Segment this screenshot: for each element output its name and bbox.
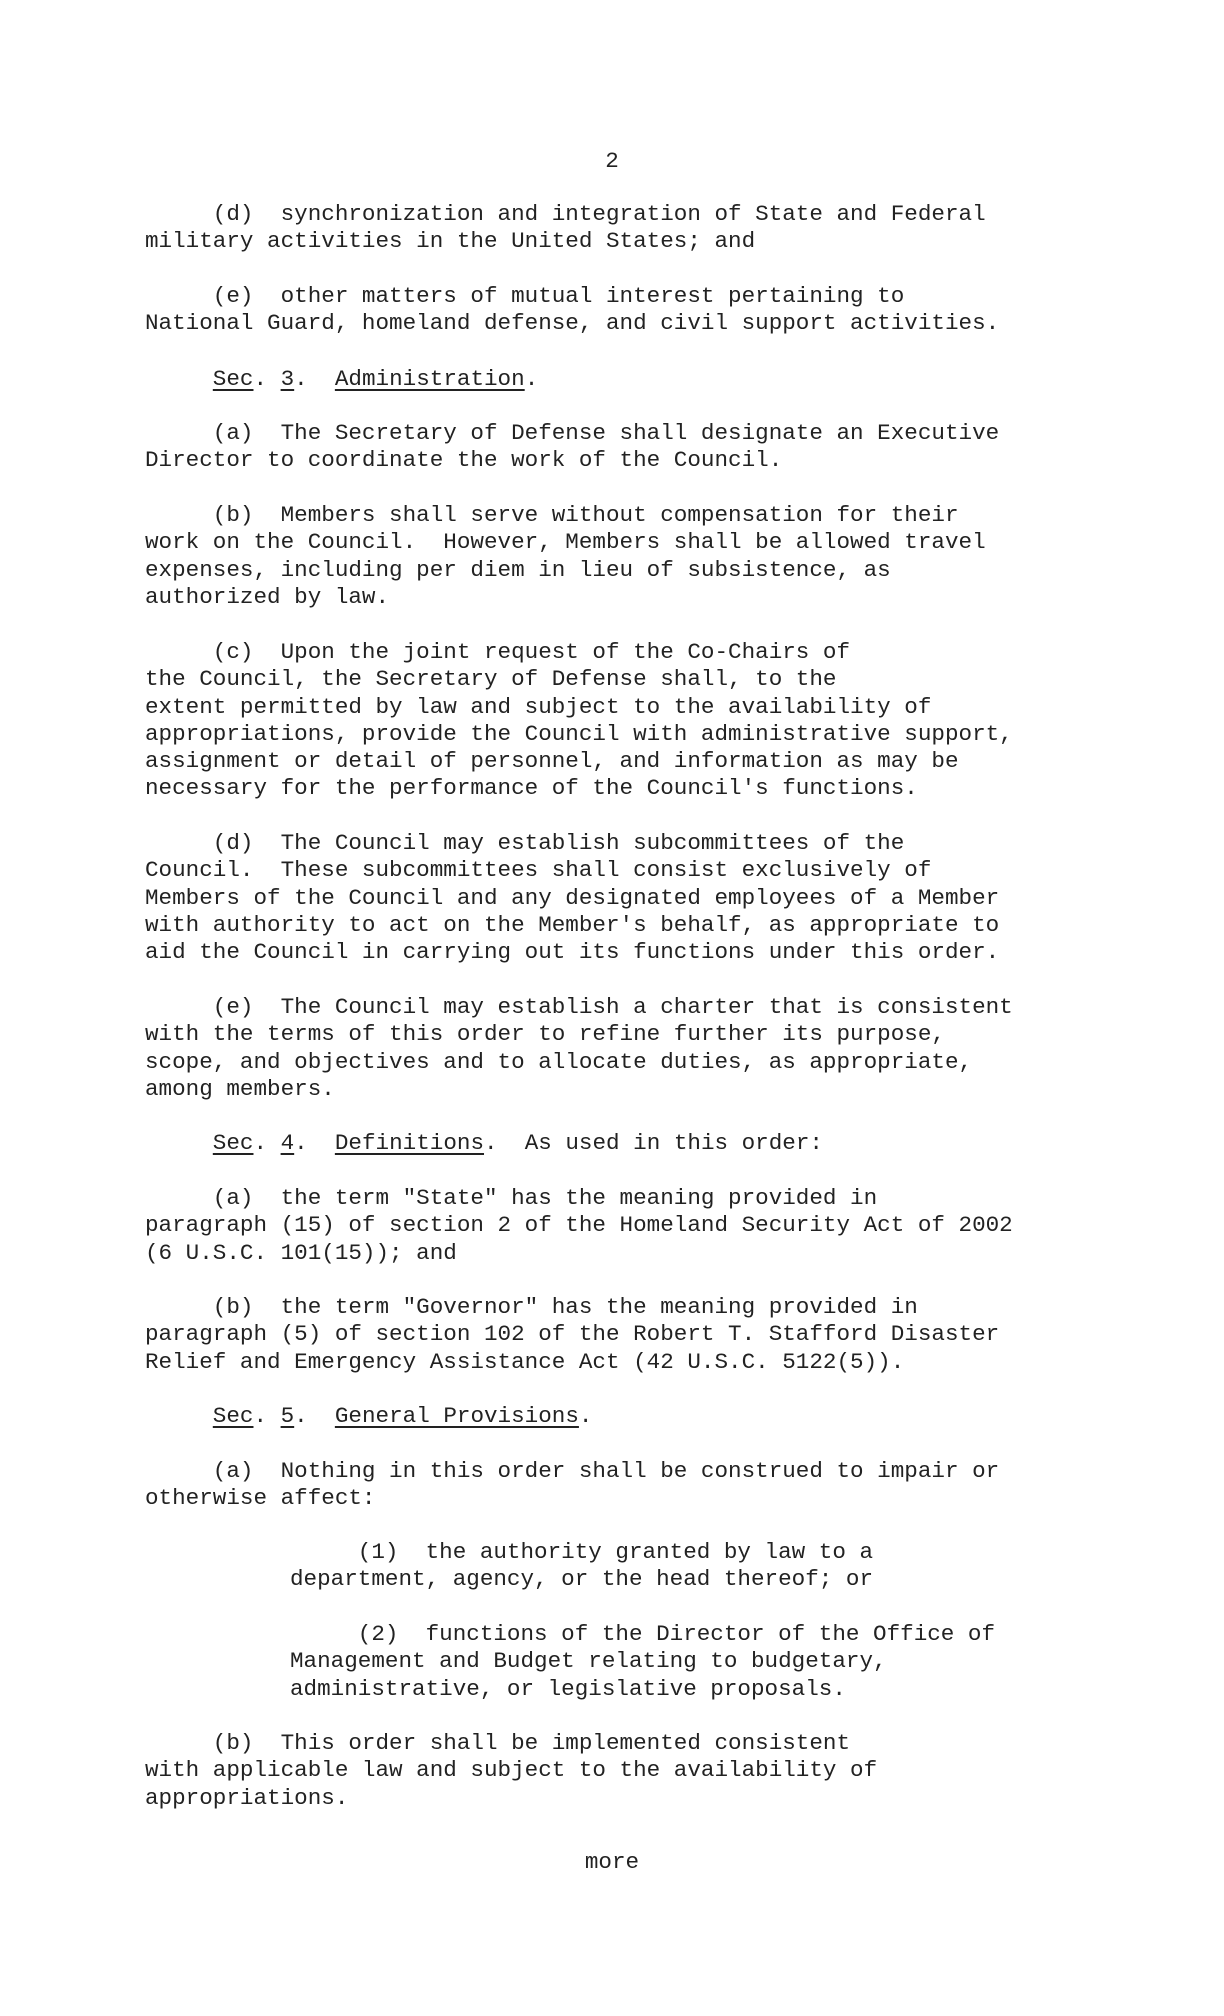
text-line: the Council, the Secretary of Defense shall, to the: [145, 666, 837, 693]
paragraph-5a-2: [290, 1621, 995, 1703]
text-line: (a) The Secretary of Defense shall designate an Executive: [145, 420, 1000, 446]
text-line: military activities in the United States; and: [145, 228, 756, 255]
text-line: otherwise affect:: [145, 1485, 376, 1512]
text-line: (b) This order shall be implemented consistent: [145, 1730, 851, 1756]
text-line: Relief and Emergency Assistance Act (42 U.S.C. 5122(5)).: [145, 1348, 905, 1375]
text-line: Director to coordinate the work of the Council.: [145, 447, 783, 474]
text-line: department, agency, or the head thereof; or: [290, 1566, 874, 1593]
text-line: Council. These subcommittees shall consist exclusively of: [145, 857, 932, 884]
page-number: 2: [605, 148, 619, 174]
footer-more: more: [584, 1849, 640, 1875]
section-5-heading: Sec. 5. General Provisions.: [212, 1403, 593, 1429]
text-line: (6 U.S.C. 101(15)); and: [145, 1239, 457, 1266]
text-line: with authority to act on the Member's behalf, as appropriate to: [145, 911, 1000, 938]
text-line: (e) other matters of mutual interest pertaining to: [145, 283, 905, 309]
text-line: Management and Budget relating to budgetary,: [290, 1648, 887, 1675]
text-line: (1) the authority granted by law to a: [290, 1539, 874, 1565]
paragraph-3b: [145, 502, 986, 611]
text-line: (b) Members shall serve without compensation for their: [145, 502, 959, 528]
text-line: work on the Council. However, Members shall be allowed travel: [145, 529, 986, 556]
paragraph-5a: [145, 1458, 999, 1513]
text-line: with the terms of this order to refine further its purpose,: [145, 1021, 945, 1048]
text-line: (a) the term "State" has the meaning provided in: [145, 1185, 878, 1211]
paragraph-3e: [145, 994, 1013, 1103]
paragraph-2d: [145, 201, 986, 256]
text-line: (e) The Council may establish a charter that is consistent: [145, 994, 1013, 1020]
text-line: National Guard, homeland defense, and civil support activities.: [145, 310, 1000, 337]
text-line: appropriations, provide the Council with administrative support,: [145, 720, 1013, 747]
text-line: (d) The Council may establish subcommittees of the: [145, 830, 905, 856]
paragraph-5a-1: [290, 1539, 873, 1594]
paragraph-2e: [145, 283, 999, 338]
text-line: authorized by law.: [145, 583, 390, 610]
text-line: with applicable law and subject to the availability of: [145, 1757, 878, 1784]
paragraph-3c: [145, 639, 1013, 803]
text-line: expenses, including per diem in lieu of subsistence, as: [145, 556, 891, 583]
section-4-heading: Sec. 4. Definitions. As used in this order:: [212, 1130, 823, 1156]
paragraph-5b: [145, 1730, 877, 1812]
paragraph-3a: [145, 420, 999, 475]
text-line: among members.: [145, 1075, 335, 1102]
text-line: (a) Nothing in this order shall be construed to impair or: [145, 1458, 1000, 1484]
text-line: assignment or detail of personnel, and information as may be: [145, 748, 959, 775]
text-line: (c) Upon the joint request of the Co-Chairs of: [145, 639, 851, 665]
text-line: Members of the Council and any designated employees of a Member: [145, 884, 1000, 911]
text-line: aid the Council in carrying out its functions under this order.: [145, 939, 1000, 966]
text-line: paragraph (15) of section 2 of the Homeland Security Act of 2002: [145, 1212, 1013, 1239]
text-line: necessary for the performance of the Council's functions.: [145, 775, 918, 802]
paragraph-3d: [145, 830, 999, 966]
text-line: extent permitted by law and subject to the availability of: [145, 693, 932, 720]
text-line: (d) synchronization and integration of State and Federal: [145, 201, 986, 227]
text-line: (2) functions of the Director of the Office of: [290, 1621, 996, 1647]
section-3-heading: Sec. 3. Administration.: [212, 366, 539, 392]
text-line: paragraph (5) of section 102 of the Robert T. Stafford Disaster: [145, 1321, 1000, 1348]
paragraph-4a: [145, 1185, 1013, 1267]
text-line: scope, and objectives and to allocate duties, as appropriate,: [145, 1048, 973, 1075]
paragraph-4b: [145, 1294, 999, 1376]
text-line: appropriations.: [145, 1784, 349, 1811]
text-line: administrative, or legislative proposals.: [290, 1675, 846, 1702]
text-line: (b) the term "Governor" has the meaning provided in: [145, 1294, 918, 1320]
